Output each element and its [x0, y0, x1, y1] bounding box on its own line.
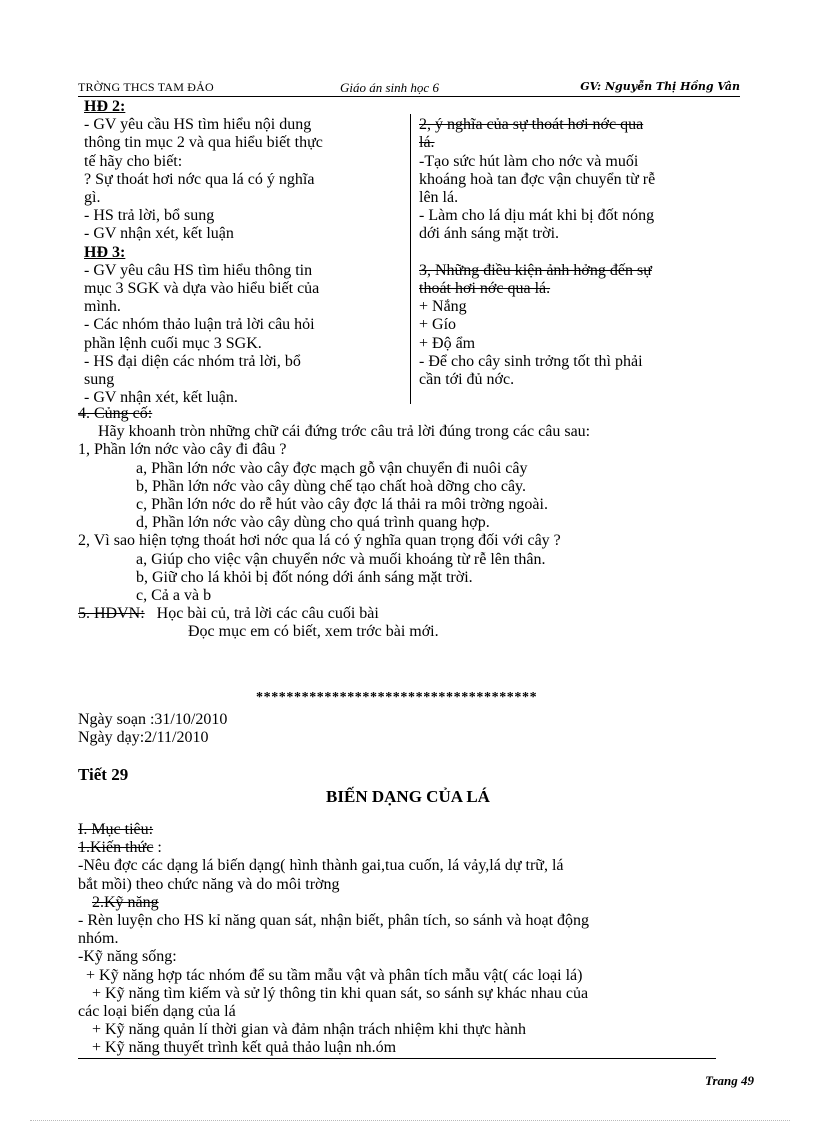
footer-rule: [78, 1058, 716, 1059]
hdvn-line-1: Học bài củ, trả lời các câu cuối bài: [156, 605, 379, 623]
skills-heading: 2.Kỹ năng: [92, 893, 159, 911]
column-divider: [410, 114, 411, 404]
section-2-line: khoáng hoà tan đợc vận chuyển từ rễ: [419, 170, 656, 188]
hd3-left-line: mục 3 SGK và dựa vào hiểu biết của: [84, 280, 320, 298]
question-2: 2, Vì sao hiện tợng thoát hơi nớc qua lá có ý nghĩa quan trọng đối với cây ?: [78, 532, 561, 550]
section-3-line: - Để cho cây sinh trởng tốt thì phải: [419, 352, 643, 370]
section-2-title-cont: lá.: [419, 134, 435, 152]
skills-line: - Rèn luyện cho HS kỉ năng quan sát, nhận biết, phân tích, so sánh và hoạt động: [78, 912, 590, 930]
hd3-left-line: - GV yêu câu HS tìm hiểu thông tin: [84, 261, 313, 279]
hd2-left-line: ? Sự thoát hơi nớc qua lá có ý nghĩa: [84, 170, 315, 188]
life-skills-heading: -Kỹ năng sống:: [78, 948, 177, 966]
lesson-dates: [78, 711, 740, 747]
knowledge-line: -Nêu đợc các dạng lá biến dạng( hình thành gai,tua cuốn, lá vảy,lá dự trữ, lá: [78, 857, 564, 875]
date-prepared: Ngày soạn :31/10/2010: [78, 711, 228, 728]
page-number: Trang 49: [705, 1073, 754, 1088]
knowledge-heading-row: [78, 839, 740, 857]
lesson-number: Tiết 29: [78, 765, 129, 784]
q1-option: c, Phần lớn nớc do rễ hút vào cây đợc lá thải ra môi trờng ngoài.: [136, 496, 548, 514]
teacher-student-column: [84, 98, 404, 407]
cung-co-heading: 4. Củng cố:: [78, 405, 153, 422]
knowledge-heading: 1.Kiến thức: [78, 839, 154, 857]
hdvn-row: [78, 605, 740, 623]
section-3-title-cont: thoát hơi nớc qua lá.: [419, 280, 551, 298]
hd2-left-line: gì.: [84, 189, 101, 207]
hdvn-line-2: Đọc mục em có biết, xem trớc bài mới.: [188, 623, 439, 641]
section-2-line: dới ánh sáng mặt trời.: [419, 225, 560, 243]
objectives-section: [78, 821, 740, 1058]
hd3-left-line: - HS đại diện các nhóm trả lời, bổ: [84, 352, 301, 370]
life-skill-item: + Kỹ năng hợp tác nhóm để su tầm mẫu vật và phân tích mẫu vật( các loại lá): [86, 966, 583, 984]
activity-table: [78, 98, 740, 407]
header-teacher: GV: Nguyễn Thị Hồng Vân: [580, 80, 740, 93]
cung-co-instruction: Hãy khoanh tròn những chữ cái đứng trớc câu trả lời đúng trong các câu sau:: [98, 423, 591, 441]
section-3-line: + Độ ẩm: [419, 334, 476, 352]
hd2-left-line: - HS trả lời, bổ sung: [84, 207, 215, 225]
hd2-label: HĐ 2:: [84, 98, 126, 115]
hd3-left-line: phần lệnh cuối mục 3 SGK.: [84, 334, 262, 352]
q2-option: b, Giữ cho lá khỏi bị đốt nóng dới ánh sáng mặt trời.: [136, 568, 473, 586]
section-2-line: -Tạo sức hút làm cho nớc và muối: [419, 152, 639, 170]
page-header: [78, 80, 740, 97]
hd3-left-line: - Các nhóm thảo luận trả lời câu hỏi: [84, 316, 315, 334]
life-skill-item: + Kỹ năng tìm kiếm và sử lý thông tin khi quan sát, so sánh sự khác nhau của: [92, 984, 589, 1002]
skills-line: nhóm.: [78, 930, 119, 948]
section-3-line: + Nắng: [419, 298, 467, 316]
page-bottom-border: [30, 1120, 790, 1121]
hd2-left-line: tế hãy cho biết:: [84, 152, 183, 170]
hd3-left-line: - GV nhận xét, kết luận.: [84, 389, 238, 407]
life-skill-item: các loại biến dạng của lá: [78, 1003, 236, 1021]
q1-option: b, Phần lớn nớc vào cây dùng chế tạo chất hoà dỡng cho cây.: [136, 477, 526, 495]
question-1: 1, Phần lớn nớc vào cây đi đâu ?: [78, 441, 287, 459]
cung-co-section: [78, 405, 740, 642]
knowledge-line: bắt mồi) theo chức năng và do môi trờng: [78, 875, 340, 893]
section-3-line: cần tới đủ nớc.: [419, 371, 515, 389]
header-subject: Giáo án sinh học 6: [340, 80, 439, 95]
hd2-left-line: thông tin mục 2 và qua hiểu biết thực: [84, 134, 323, 152]
life-skill-item: + Kỹ năng thuyết trình kết quả thảo luận nh.óm: [92, 1039, 397, 1057]
hd3-label: HĐ 3:: [84, 243, 126, 261]
section-3-line: + Gío: [419, 316, 457, 334]
section-2-title: 2, ý nghĩa của sự thoát hơi nớc qua: [419, 116, 644, 134]
section-2-line: - Làm cho lá dịu mát khi bị đốt nóng: [419, 207, 655, 225]
q2-option: a, Giúp cho việc vận chuyển nớc và muối khoáng từ rễ lên thân.: [136, 550, 546, 568]
date-taught: Ngày dạy:2/11/2010: [78, 729, 209, 747]
section-2-line: lên lá.: [419, 189, 459, 207]
q1-option: d, Phần lớn nớc vào cây dùng cho quá trình quang hợp.: [136, 514, 490, 532]
header-school: TRỜNG THCS TAM ĐẢO: [78, 80, 214, 94]
lesson-title: BIẾN DẠNG CỦA LÁ: [326, 787, 490, 806]
content-column: [419, 98, 737, 389]
q1-option: a, Phần lớn nớc vào cây đợc mạch gỗ vận chuyển đi nuôi cây: [136, 459, 528, 477]
knowledge-heading-colon: :: [153, 839, 162, 857]
hd2-left-line: - GV nhận xét, kết luận: [84, 225, 234, 243]
hd3-left-line: sung: [84, 371, 115, 389]
objectives-heading: I. Mục tiêu:: [78, 821, 154, 838]
q2-option: c, Cả a và b: [136, 587, 212, 605]
section-3-title: 3, Những điều kiện ảnh hởng đến sự: [419, 261, 652, 279]
hdvn-heading: 5. HDVN:: [78, 605, 145, 623]
life-skill-item: + Kỹ năng quản lí thời gian và đảm nhận trách nhiệm khi thực hành: [92, 1021, 527, 1039]
section-separator: *************************************: [256, 690, 538, 705]
hd2-left-line: - GV yêu cầu HS tìm hiểu nội dung: [84, 116, 312, 134]
hd3-left-line: mình.: [84, 298, 121, 316]
